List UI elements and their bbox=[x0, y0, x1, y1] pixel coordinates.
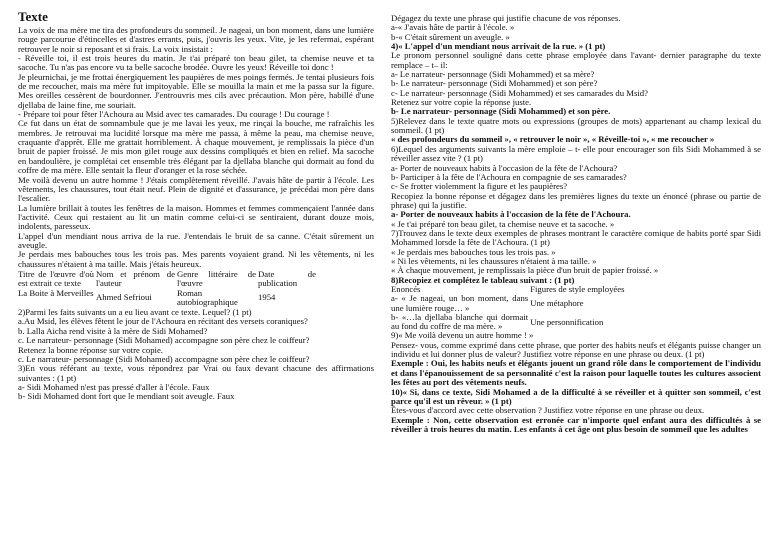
table-cell: b- «…la djellaba blanche qui dormait au fond du coffre de ma mère. » bbox=[391, 311, 529, 332]
question-line: 6)Lequel des arguments suivants la mère emploie – t- elle pour encourager son fils Sidi Mohammed à se réveiller assez vite ? (1 pt) bbox=[391, 143, 761, 164]
table-header-cell: Titre de l'œuvre d'où est extrait ce texte bbox=[18, 268, 94, 289]
answer-line: a- Sidi Mohamed n'est pas pressé d'aller à l'école. Faux bbox=[18, 381, 210, 392]
question-line: 3)En vous référant au texte, vous répondrez par Vrai ou faux devant chacune des affirmations suivantes : (1 pt) bbox=[18, 363, 374, 383]
question-line: 10)« Si, dans ce texte, Sidi Mohamed a de la difficulté à se réveiller et à quitter son sommeil, c'est parce qu'il est un rêveur. » (1 pt) bbox=[391, 386, 761, 406]
answer-line: « des profondeurs du sommeil », « retrouver le noir », « Réveille-toi », « me recoucher » bbox=[391, 134, 715, 145]
answer-line: Exemple : Oui, les habits neufs et élégants jouent un grand rôle dans le comportement de l'individu et dans l'épanouissement de sa personnalité c'est la raison pour laquelle toutes les cultures associent les fêtes au port des vêtements neufs. bbox=[391, 358, 761, 388]
question-line: Pensez- vous, comme exprimé dans cette phrase, que porter des habits neufs et élégants puisse changer un individu et lui donner plus de valeur? Justifiez votre réponse en une phrase ou deux. (1 pt) bbox=[391, 339, 761, 360]
option-line: b- Le narrateur- personnage (Sidi Mohammed) et son père? bbox=[391, 78, 598, 89]
answer-line: « Je t'ai préparé ton beau gilet, ta chemise neuve et ta sacoche. » bbox=[391, 218, 615, 229]
question-line: 9)« Me voilà devenu un autre homme ! » bbox=[391, 330, 534, 341]
question-line: c. Le narrateur- personnage (Sidi Mohamed) accompagne son père chez le coiffeur? bbox=[18, 335, 310, 346]
question-line: Retenez la bonne réponse sur votre copie. bbox=[18, 344, 163, 355]
option-line: a- Porter de nouveaux habits à l'occasion de la fête de l'Achoura? bbox=[391, 162, 618, 173]
table-cell: Ahmed Sefrioui bbox=[96, 292, 152, 303]
answer-line: b-« C'était sûrement un aveugle. » bbox=[391, 31, 510, 42]
table-cell: Roman autobiographique bbox=[177, 287, 238, 307]
answer-line: Exemple : Non, cette observation est erronée car n'importe quel enfant aura des difficultés à se réveiller à trois heures du matin. Les enfants à cet âge ont plus besoin de sommeil que les adultes bbox=[391, 414, 761, 434]
question-line: Dégagez du texte une phrase qui justifie chacune de vos réponses. bbox=[391, 13, 621, 23]
question-line: 7)Trouvez dans le texte deux exemples de phrases montrant le caractère comique de habits porté spar Sidi Mohammed lorsde la fête de l'Achoura. (1 pt) bbox=[391, 227, 761, 248]
question-line: Le pronom personnel souligné dans cette phrase employée dans l'avant- dernier paragraphe du texte remplace – t– il: bbox=[391, 50, 761, 70]
question-line: 4)« L'appel d'un mendiant nous arrivait de la rue. » (1 pt) bbox=[391, 41, 606, 52]
text-paragraph: Je pleurnichai, je me frottai énergiquement les paupières de mes poings fermés. Je tentai plusieurs fois de me recoucher, mais ma mère fut impitoyable. Elle se mouilla la main et me la passa sur la figure. Mes oreilles cessèrent de bourdonner. J'entrouvris mes cils avec précaution. Mon père, habillé d'une djellaba de laine fine, me souriait. bbox=[18, 71, 374, 110]
answer-line: b- Sidi Mohamed dont fort que le mendiant soit aveugle. Faux bbox=[18, 391, 235, 402]
question-line: b. Lalla Aicha rend visite à la mère de Sidi Mohamed? bbox=[18, 325, 208, 336]
text-title: Texte bbox=[18, 9, 48, 24]
table-header-cell: Figures de style employées bbox=[530, 283, 625, 294]
table-cell: 1954 bbox=[258, 292, 276, 303]
answer-line: a-« J'avais hâte de partir à l'école. » bbox=[391, 22, 515, 33]
question-line: a.Au Msid, les élèves fêtent le jour de l'Achoura en récitant des versets coraniques? bbox=[18, 316, 308, 327]
table-cell: Une personnification bbox=[530, 316, 604, 327]
text-paragraph: - Prépare toi pour fêter l'Achoura au Msid avec tes camarades. Du courage ! Du courage ! bbox=[18, 109, 330, 120]
answer-line: « Ni les vêtements, ni les chaussures n'étaient à ma taille. » bbox=[391, 255, 597, 266]
text-paragraph: Je perdais mes babouches tous les trois pas. Mes parents voyaient grand. Ni les vêtements, ni les chaussures n'étaient à ma taille. Mais j'étais heureux. bbox=[18, 249, 374, 269]
table-cell: Une métaphore bbox=[530, 297, 584, 308]
question-line: Êtes-vous d'accord avec cette observation ? Justifiez votre réponse en une phrase ou deux. bbox=[391, 405, 705, 416]
option-line: c- Se frotter violemment la figure et les paupières? bbox=[391, 181, 568, 192]
answer-line: « Je perdais mes babouches tous les trois pas. » bbox=[391, 246, 556, 257]
figures-of-speech-table bbox=[391, 285, 681, 331]
question-line: 8)Recopiez et complétez le tableau suivant : (1 pt) bbox=[391, 274, 575, 285]
table-header-cell: Genre littéraire de l'œuvre bbox=[177, 268, 256, 289]
table-header-cell: Date de publication bbox=[258, 268, 316, 289]
option-line: b- Participer à la fête de l'Achoura en compagnie de ses camarades? bbox=[391, 171, 627, 182]
question-line: 5)Relevez dans le texte quatre mots ou expressions (groupes de mots) appartenant au champ lexical du sommeil. (1 pt) bbox=[391, 115, 761, 136]
table-cell: a- « Je nageai, un bon moment, dans une lumière rouge… » bbox=[391, 293, 529, 313]
left-column bbox=[18, 0, 374, 402]
option-line: a- Le narrateur- personnage (Sidi Mohammed) et sa mère? bbox=[391, 69, 595, 80]
answer-line: « À chaque mouvement, je remplissais la pièce d'un bruit de papier froissé. » bbox=[391, 265, 659, 276]
text-paragraph: La voix de ma mère me tira des profondeurs du sommeil. Je nageai, un bon moment, dans une lumière rouge parcourue d'étincelles et d'astres errants, puis, j'ouvris les yeux. Vite, je les refermai, espérant retrouver le noir si reposant et si frais. La voix insistait : bbox=[18, 25, 374, 54]
instruction-line: Retenez sur votre copie la réponse juste. bbox=[391, 97, 532, 108]
text-paragraph: Me voilà devenu un autre homme ! J'étais complètement réveillé. J'avais hâte de partir à l'école. Les vêtements, les chaussures, tout était neuf. Plein de dignité et d'assurance, je précédai mon père dans l'escalier. bbox=[18, 174, 374, 204]
text-paragraph: La lumière brillait à toutes les fenêtres de la maison. Hommes et femmes commençaient l'année dans l'activité. Ceux qui restaient au lit un matin comme celui-ci se sentiraient, durant douze mois, indolents, paresseux. bbox=[18, 202, 374, 232]
work-info-table bbox=[18, 270, 318, 307]
question-line: 2)Parmi les faits suivants un a eu lieu avant ce texte. Lequel? (1 pt) bbox=[18, 307, 252, 318]
table-header-cell: Enoncés bbox=[391, 283, 421, 294]
answer-line: c. Le narrateur- personnage (Sidi Mohamed) accompagne son père chez le coiffeur? bbox=[18, 353, 310, 364]
answer-line: b- Le narrateur- personnage (Sidi Mohammed) et son père. bbox=[391, 106, 611, 117]
table-header-cell: Nom et prénom de l'auteur bbox=[96, 268, 175, 289]
answer-line: a- Porter de nouveaux habits à l'occasion de la fête de l'Achoura. bbox=[391, 209, 631, 220]
option-line: c- Le narrateur- personnage (Sidi Mohammed) et ses camarades du Msid? bbox=[391, 87, 648, 98]
text-paragraph: - Réveille toi, il est trois heures du matin. Je t'ai préparé ton beau gilet, ta chemise neuve et ta sacoche. Tu n'as pas encore vu ta belle sacoche brodée. Ouvre les yeux! Réveille toi donc ! bbox=[18, 53, 374, 73]
instruction-line: Recopiez la bonne réponse et dégagez dans les premières lignes du texte un énoncé (phrase ou partie de phrase) qui la justifie. bbox=[391, 190, 761, 210]
table-cell: La Boite à Merveilles bbox=[18, 287, 94, 298]
text-paragraph: Ce fut dans un état de somnambule que je me lavai les yeux, me rinçai la bouche, me rafraîchis les membres. Je retrouvai ma lucidité lorsque ma mère me passa, à même la peau, ma chemise neuve, craquante d'apprêt. Elle me grattait horriblement. À chaque mouvement, je remplissais la pièce d'un bruit de papier froissé. Je mis mon gilet rouge aux dessins compliqués et bien en relief. Ma sacoche en bandoulière, je complétai cet ensemble très élégant par la djellaba blanche qui dormait au fond du coffre de ma mère. Elle sentait la fleur d'oranger et la rose séchée. bbox=[18, 118, 374, 176]
text-paragraph: L'appel d'un mendiant nous arriva de la rue. J'entendais le bruit de sa canne. C'était sûrement un aveugle. bbox=[18, 230, 374, 250]
right-column bbox=[391, 14, 761, 434]
